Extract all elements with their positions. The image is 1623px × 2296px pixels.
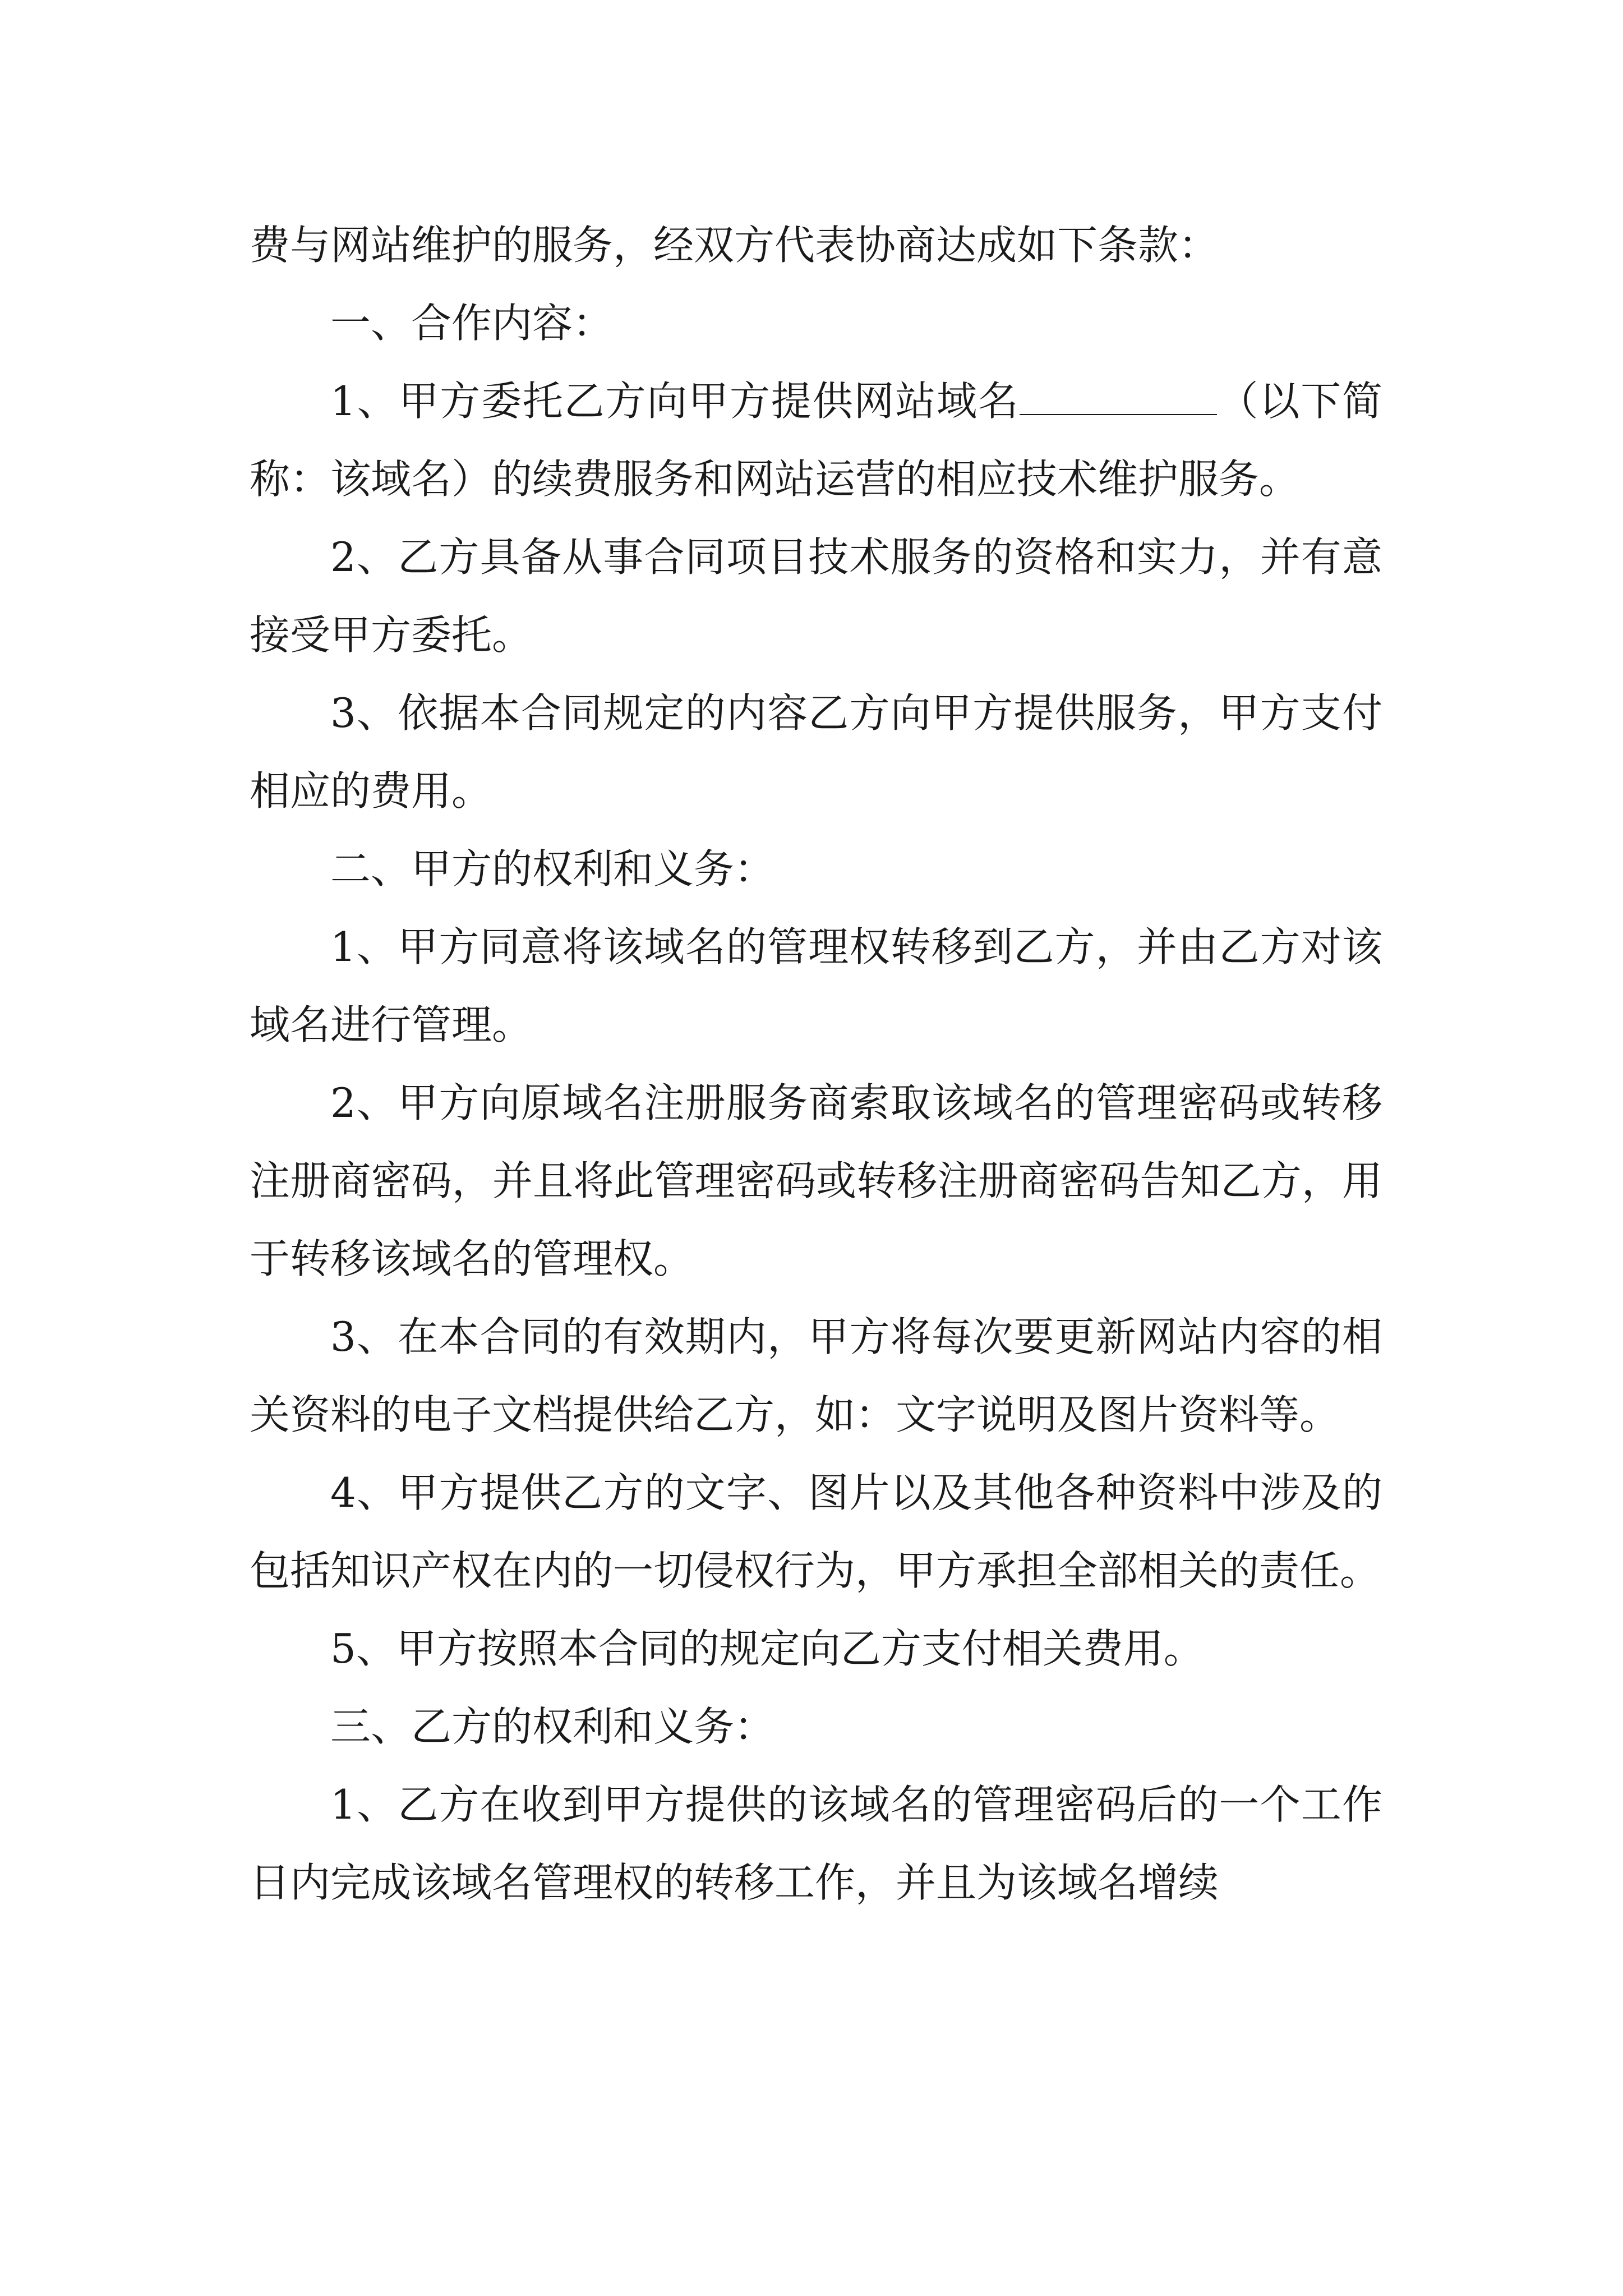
clause-2-2: 2、甲方向原域名注册服务商索取该域名的管理密码或转移注册商密码，并且将此管理密码或转移注册商密码告知乙方，用于转移该域名的管理权。 [250,1079,1382,1282]
clause-2-3: 3、在本合同的有效期内，甲方将每次要更新网站内容的相关资料的电子文档提供给乙方，如：文字说明及图片资料等。 [250,1313,1382,1438]
section-heading-party-a: 二、甲方的权利和义务： [330,845,775,892]
clause-1-1-after: （以下简称：该域名）的续费服务和网站运营的相应技术维护服务。 [250,378,1382,503]
section-heading-cooperation: 一、合作内容： [330,300,614,347]
section-heading-party-b: 三、乙方的权利和义务： [330,1703,775,1750]
clause-1-1 [250,362,1382,518]
clause-2-5: 5、甲方按照本合同的规定向乙方支付相关费用。 [330,1625,1204,1672]
paragraph-intro: 费与网站维护的服务，经双方代表协商达成如下条款： [250,222,1219,269]
clause-3-1: 1、乙方在收到甲方提供的该域名的管理密码后的一个工作日内完成该域名管理权的转移工作，并且为该域名增续 [250,1781,1382,1906]
clause-1-3: 3、依据本合同规定的内容乙方向甲方提供服务，甲方支付相应的费用。 [250,689,1382,815]
clause-2-4: 4、甲方提供乙方的文字、图片以及其他各种资料中涉及的包括知识产权在内的一切侵权行为，甲方承担全部相关的责任。 [250,1469,1382,1594]
clause-1-2: 2、乙方具备从事合同项目技术服务的资格和实力，并有意接受甲方委托。 [250,533,1382,659]
domain-name-blank [1020,381,1217,415]
document-body [250,206,1382,1922]
clause-1-1-before: 1、甲方委托乙方向甲方提供网站域名 [330,378,1020,425]
clause-2-1: 1、甲方同意将该域名的管理权转移到乙方，并由乙方对该域名进行管理。 [250,923,1382,1048]
